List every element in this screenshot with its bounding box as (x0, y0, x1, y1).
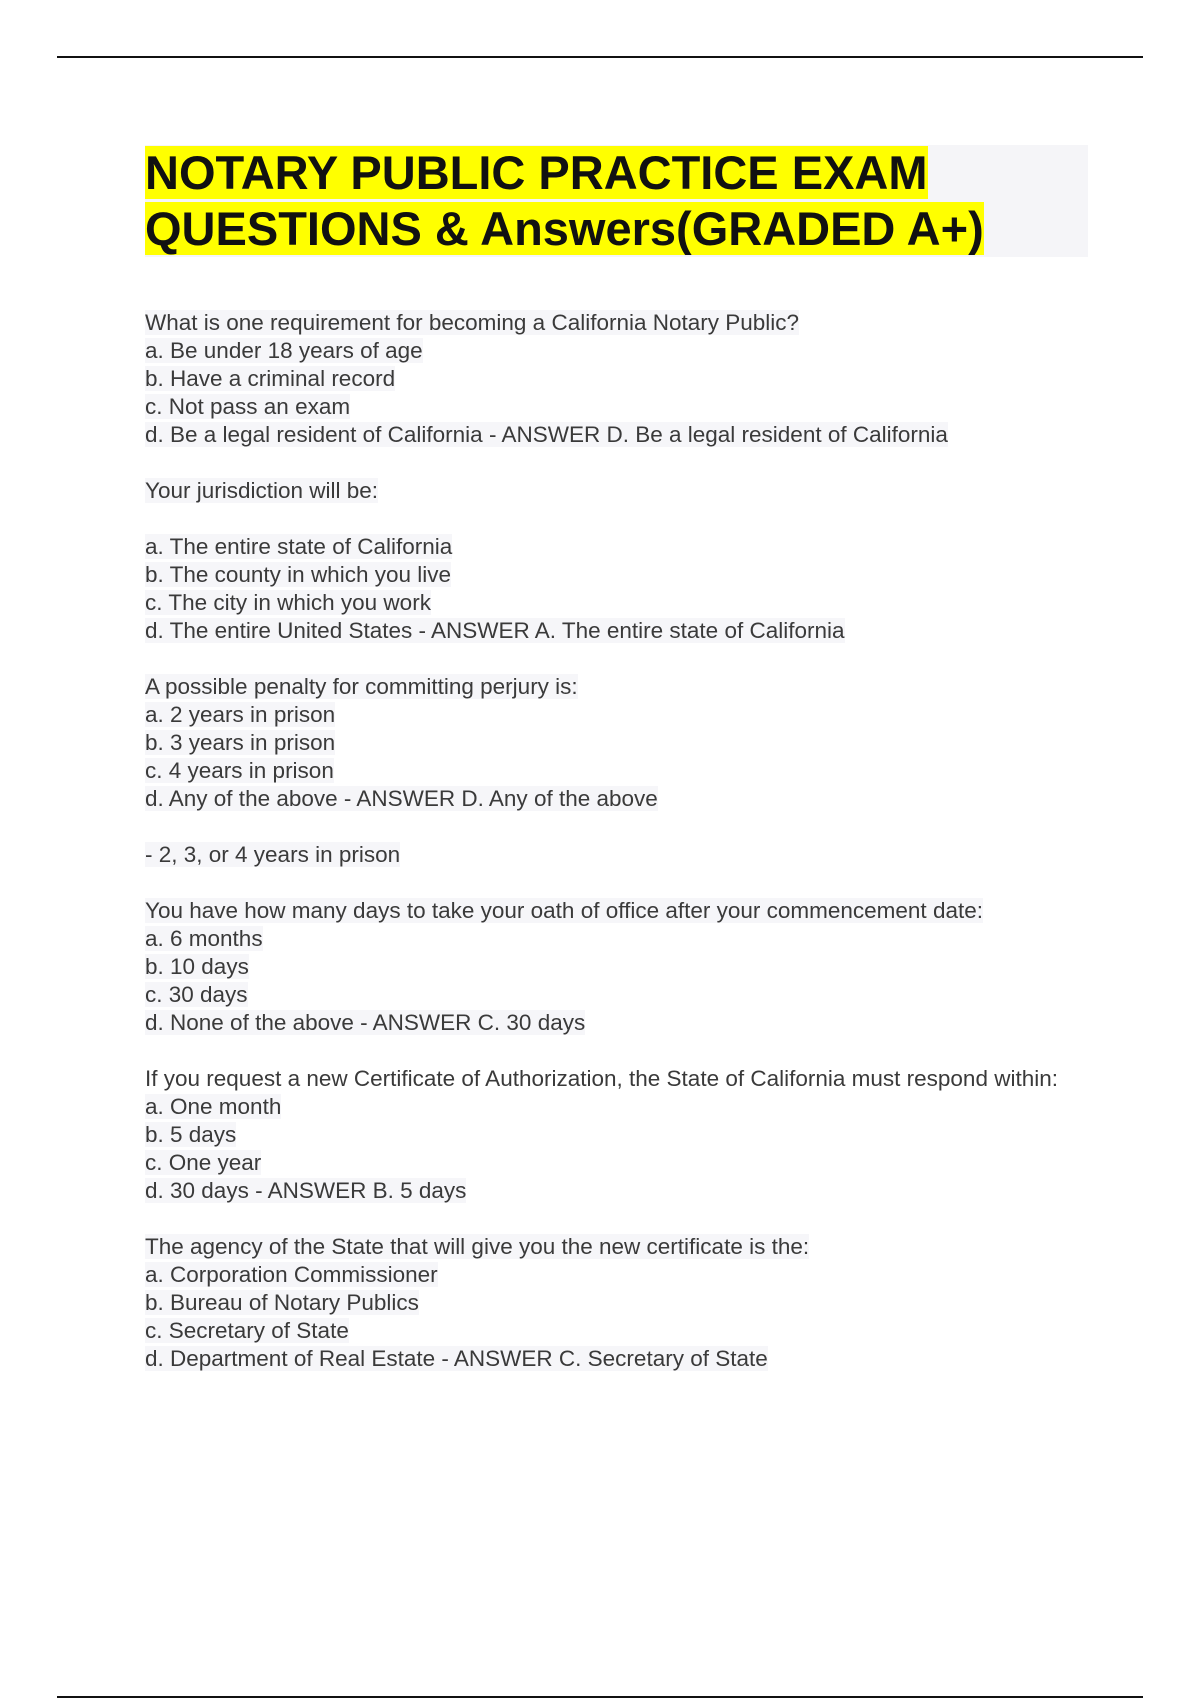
answer-option: d. Be a legal resident of California - ANSWER D. Be a legal resident of California (145, 422, 948, 447)
title-block (145, 145, 1088, 257)
answer-option: a. One month (145, 1094, 282, 1119)
question-block (145, 1065, 1105, 1205)
answer-option: b. The county in which you live (145, 562, 452, 587)
question-prompt: You have how many days to take your oath of office after your commencement date: (145, 898, 983, 923)
questions-list (145, 309, 1105, 1401)
title-line-2: QUESTIONS & Answers(GRADED A+) (145, 202, 984, 255)
answer-option: c. 4 years in prison (145, 758, 334, 783)
title-line-1: NOTARY PUBLIC PRACTICE EXAM (145, 146, 928, 199)
question-prompt: A possible penalty for committing perjury is: (145, 674, 578, 699)
answer-option: d. The entire United States - ANSWER A. The entire state of California (145, 618, 845, 643)
question-block (145, 1233, 1105, 1373)
answer-option: c. The city in which you work (145, 590, 431, 615)
answer-option: c. Not pass an exam (145, 394, 351, 419)
answer-option: c. One year (145, 1150, 262, 1175)
question-block (145, 309, 1105, 449)
answer-option: d. None of the above - ANSWER C. 30 days (145, 1010, 586, 1035)
answer-option: a. Corporation Commissioner (145, 1262, 438, 1287)
question-block (145, 897, 1105, 1037)
answer-option: a. 2 years in prison (145, 702, 336, 727)
answer-option: c. Secretary of State (145, 1318, 349, 1343)
question-block (145, 673, 1105, 813)
answer-option: d. Any of the above - ANSWER D. Any of the above (145, 786, 658, 811)
answer-note: - 2, 3, or 4 years in prison (145, 842, 401, 867)
question-prompt: What is one requirement for becoming a California Notary Public? (145, 310, 800, 335)
answer-option: a. Be under 18 years of age (145, 338, 423, 363)
top-rule (57, 56, 1143, 58)
question-prompt: If you request a new Certificate of Authorization, the State of California must respond within: (145, 1066, 1058, 1091)
answer-option: b. Have a criminal record (145, 366, 396, 391)
question-block (145, 477, 1105, 645)
question-prompt: The agency of the State that will give you the new certificate is the: (145, 1234, 810, 1259)
blank-line (145, 505, 1105, 533)
answer-option: a. 6 months (145, 926, 263, 951)
answer-option: b. 3 years in prison (145, 730, 336, 755)
answer-option: d. 30 days - ANSWER B. 5 days (145, 1178, 467, 1203)
answer-option: b. 5 days (145, 1122, 237, 1147)
document-title (145, 145, 1088, 257)
answer-option: c. 30 days (145, 982, 248, 1007)
answer-option: d. Department of Real Estate - ANSWER C. Secretary of State (145, 1346, 768, 1371)
answer-option: b. Bureau of Notary Publics (145, 1290, 419, 1315)
answer-note-block (145, 841, 1105, 869)
answer-option: a. The entire state of California (145, 534, 453, 559)
bottom-rule (57, 1696, 1143, 1698)
answer-option: b. 10 days (145, 954, 249, 979)
question-prompt: Your jurisdiction will be: (145, 478, 379, 503)
